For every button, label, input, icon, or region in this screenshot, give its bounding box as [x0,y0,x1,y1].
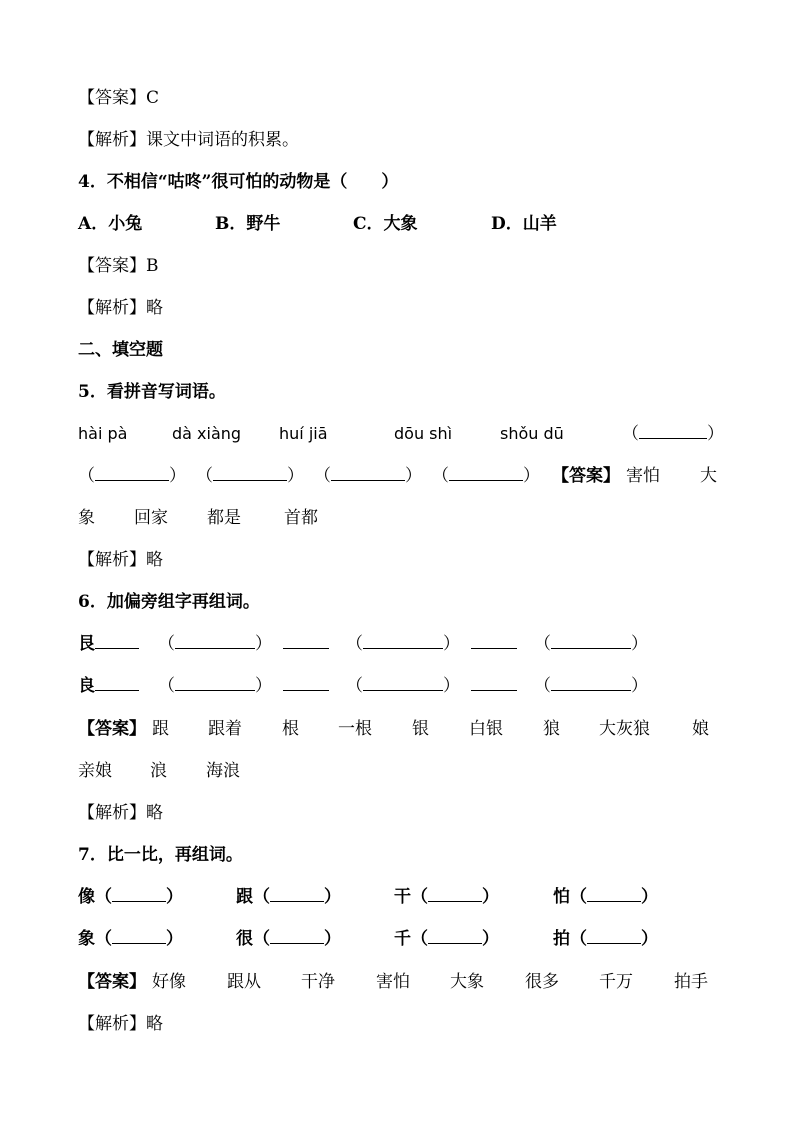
q5-pinyin-4: dōu shì [394,424,453,443]
q5-analysis: 【解析】略 [78,550,163,570]
q6-answer: 跟着 [208,719,242,739]
q6-answer: 狼 [543,719,560,739]
q5-blank-5[interactable]: （ ） [432,466,540,486]
q7-answer: 好像 [152,972,186,992]
q5-blank-4[interactable]: （ ） [314,466,422,486]
q7-answer: 大象 [450,972,484,992]
section-title: 二、填空题 [78,340,163,360]
q6-answer: 跟 [152,719,169,739]
q6-answer: 亲娘 [78,761,112,781]
q6-analysis: 【解析】略 [78,803,163,823]
q7-row1-item[interactable]: 怕（ ） [553,887,658,907]
q6-row2-blank-3[interactable]: （ ） [346,676,460,696]
q6-row1-blank-3[interactable]: （ ） [346,634,460,654]
q6-row2-blank-1[interactable]: （ ） [158,676,272,696]
q6-row1-char: 艮 [78,633,139,655]
q5-answer-1: 害怕 [626,466,660,486]
q6-row1-blank-5[interactable]: （ ） [534,634,648,654]
q4-option-a: A．小兔 [78,214,143,234]
q6-row1-blank-4[interactable] [471,633,517,655]
q5-blank-1[interactable]: （ ） [622,424,724,444]
q5-blank-2[interactable]: （ ） [78,466,186,486]
q6-answer: 银 [412,719,429,739]
q6-answer: 浪 [150,761,167,781]
q6-answer: 海浪 [206,761,240,781]
q5-answer-2a: 大 [700,466,717,486]
q7-row1-item[interactable]: 像（ ） [78,887,183,907]
q4-option-d: D．山羊 [491,214,557,234]
q4-analysis: 【解析】略 [78,298,163,318]
q6-row1-blank-2[interactable] [283,633,329,655]
q5-stem: 5．看拼音写词语。 [78,382,226,402]
q3-answer: 【答案】C [78,88,160,108]
q6-row2-blank-4[interactable] [471,675,517,697]
q7-row2-item[interactable]: 很（ ） [236,929,341,949]
q6-row1-blank-1[interactable]: （ ） [158,634,272,654]
q6-answer: 大灰狼 [599,719,650,739]
q7-row1-item[interactable]: 跟（ ） [236,887,341,907]
q5-blank-3[interactable]: （ ） [196,466,304,486]
q6-stem: 6．加偏旁组字再组词。 [78,592,260,612]
q6-row2-blank-5[interactable]: （ ） [534,676,648,696]
q5-answer-3: 回家 [134,508,168,528]
q6-answer: 娘 [692,719,709,739]
q3-analysis: 【解析】课文中词语的积累。 [78,130,299,150]
q5-pinyin-5: shǒu dū [500,424,564,443]
q7-analysis: 【解析】略 [78,1014,163,1034]
q5-answer-4: 都是 [207,508,241,528]
q4-option-b: B．野牛 [215,214,281,234]
q4-option-c: C．大象 [353,214,418,234]
q7-answer: 跟从 [227,972,261,992]
q7-answer: 拍手 [674,972,708,992]
q7-answer: 千万 [599,972,633,992]
q6-answer: 一根 [338,719,372,739]
q6-answer: 根 [282,719,299,739]
q5-answer-5: 首都 [284,508,318,528]
q7-answer: 害怕 [376,972,410,992]
q5-pinyin-3: huí jiā [279,424,328,443]
q4-answer: 【答案】B [78,256,159,276]
q6-row2-blank-2[interactable] [283,675,329,697]
q7-row2-item[interactable]: 千（ ） [394,929,499,949]
q7-answer: 干净 [301,972,335,992]
q7-answer: 很多 [525,972,559,992]
q6-answer: 白银 [469,719,503,739]
q6-answer-label: 【答案】 [78,719,146,739]
q7-row2-item[interactable]: 拍（ ） [553,929,658,949]
q6-row2-char: 良 [78,675,139,697]
q7-row2-item[interactable]: 象（ ） [78,929,183,949]
q7-stem: 7．比一比，再组词。 [78,845,243,865]
q7-row1-item[interactable]: 干（ ） [394,887,499,907]
q7-answer-label: 【答案】 [78,972,146,992]
q5-pinyin-2: dà xiàng [172,424,242,443]
q4-stem: 4．不相信“咕咚”很可怕的动物是（ ） [78,172,399,192]
q5-answer-2b: 象 [78,508,95,528]
q5-pinyin-1: hài pà [78,424,128,443]
q5-answer-label: 【答案】 [552,466,620,486]
